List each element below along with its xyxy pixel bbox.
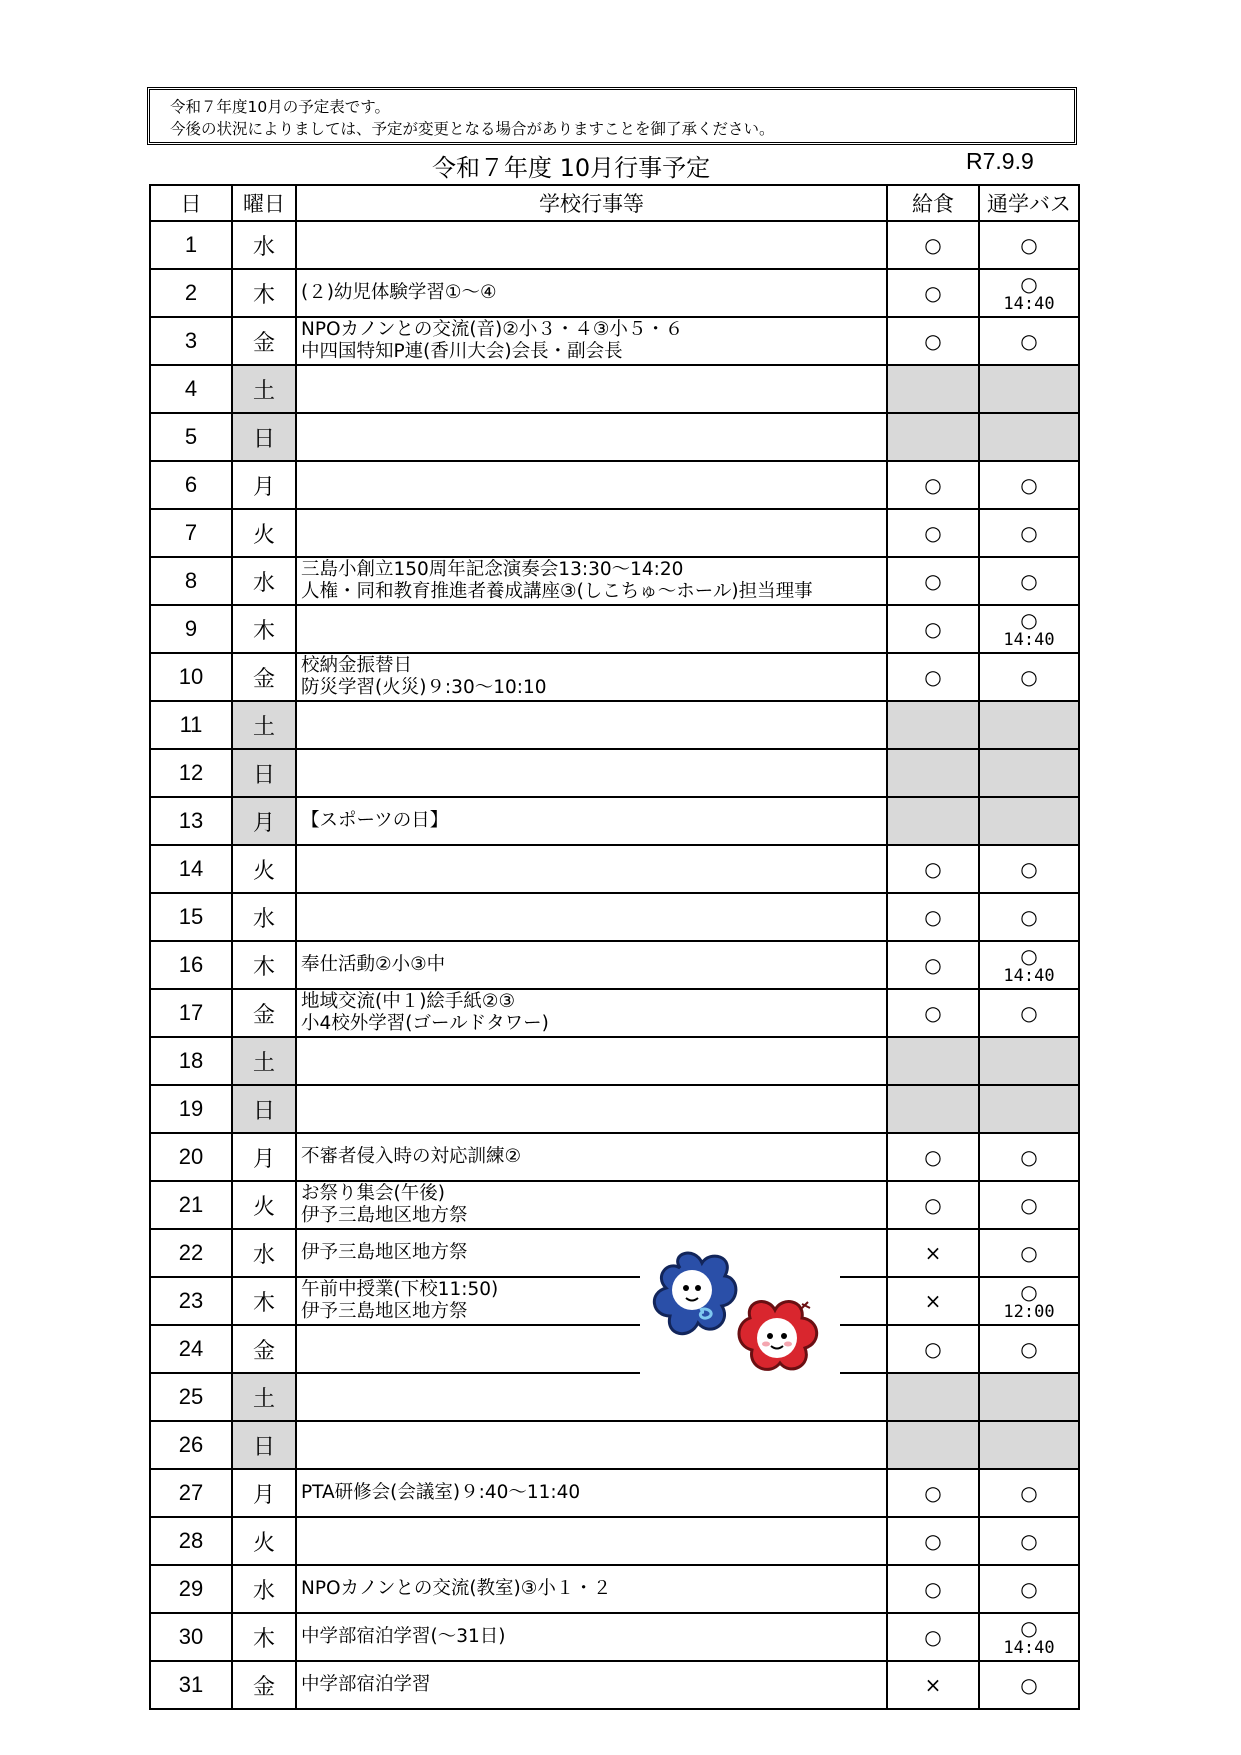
page-title: 令和７年度 10月行事予定 [432, 154, 711, 182]
bus-cell [979, 941, 1079, 989]
event-line: 防災学習(火災)９:30～10:10 [301, 677, 547, 698]
events-cell [296, 989, 887, 1037]
bus-cell [979, 1133, 1079, 1181]
events-cell [296, 845, 887, 893]
event-line: 伊予三島地区地方祭 [301, 1301, 468, 1322]
day-cell: 9 [150, 605, 232, 653]
weekday-cell: 木 [232, 1277, 296, 1325]
bus-cell [979, 1469, 1079, 1517]
bus-cell [979, 1661, 1079, 1709]
bus-mark: ○ [1020, 1001, 1038, 1025]
lunch-cell [887, 1421, 979, 1469]
lunch-cell [887, 1037, 979, 1085]
lunch-mark: ○ [924, 281, 942, 305]
table-row [150, 605, 1079, 653]
bus-mark: ○ [1020, 1577, 1038, 1601]
lunch-cell [887, 941, 979, 989]
day-cell: 15 [150, 893, 232, 941]
weekday-cell: 火 [232, 845, 296, 893]
lunch-cell [887, 221, 979, 269]
table-row [150, 269, 1079, 317]
events-cell [296, 221, 887, 269]
event-line: 中学部宿泊学習 [301, 1674, 431, 1695]
lunch-mark: ○ [924, 569, 942, 593]
bus-cell [979, 365, 1079, 413]
table-row [150, 1661, 1079, 1709]
header-day: 日 [150, 185, 232, 221]
bus-mark: ○ [1020, 1481, 1038, 1505]
blue-flower-mascot-icon [654, 1253, 736, 1334]
events-cell [296, 1517, 887, 1565]
event-line: 地域交流(中１)絵手紙②③ [301, 991, 516, 1012]
bus-mark: ○ [1020, 1615, 1038, 1640]
table-row [150, 317, 1079, 365]
day-cell: 5 [150, 413, 232, 461]
table-row [150, 893, 1079, 941]
table-row [150, 941, 1079, 989]
weekday-cell: 土 [232, 1373, 296, 1421]
lunch-cell [887, 413, 979, 461]
bus-mark: ○ [1020, 1193, 1038, 1217]
day-cell: 7 [150, 509, 232, 557]
lunch-mark: ○ [924, 665, 942, 689]
header-events: 学校行事等 [296, 185, 887, 221]
lunch-mark: × [924, 1241, 942, 1265]
event-line: 不審者侵入時の対応訓練② [301, 1146, 522, 1167]
bus-mark: ○ [1020, 521, 1038, 545]
notice-line-1: 令和７年度10月の予定表です。 [170, 98, 390, 116]
lunch-mark: ○ [924, 1529, 942, 1553]
events-cell [296, 1421, 887, 1469]
table-row [150, 413, 1079, 461]
day-cell: 16 [150, 941, 232, 989]
bus-cell [979, 1373, 1079, 1421]
weekday-cell: 木 [232, 1613, 296, 1661]
bus-mark: ○ [1020, 607, 1038, 632]
mascot-icon [640, 1248, 840, 1398]
event-line: 【スポーツの日】 [301, 810, 449, 831]
table-row [150, 1133, 1079, 1181]
header-bus: 通学バス [979, 185, 1079, 221]
day-cell: 4 [150, 365, 232, 413]
lunch-cell [887, 1325, 979, 1373]
bus-cell [979, 1325, 1079, 1373]
weekday-cell: 月 [232, 1469, 296, 1517]
table-row [150, 749, 1079, 797]
lunch-cell [887, 701, 979, 749]
event-line: (２)幼児体験学習①～④ [301, 282, 497, 303]
day-cell: 14 [150, 845, 232, 893]
bus-cell [979, 557, 1079, 605]
event-line: NPOカノンとの交流(教室)③小１・２ [301, 1578, 612, 1599]
table-row [150, 1181, 1079, 1229]
event-line: お祭り集会(午後) [301, 1183, 445, 1204]
table-row [150, 1085, 1079, 1133]
bus-cell [979, 221, 1079, 269]
weekday-cell: 水 [232, 893, 296, 941]
lunch-cell [887, 365, 979, 413]
weekday-cell: 火 [232, 509, 296, 557]
events-cell [296, 1181, 887, 1229]
lunch-cell [887, 1229, 979, 1277]
events-cell [296, 701, 887, 749]
bus-cell [979, 1277, 1079, 1325]
bus-cell [979, 461, 1079, 509]
bus-mark: ○ [1020, 1279, 1038, 1304]
bus-cell [979, 989, 1079, 1037]
table-row [150, 1229, 1079, 1277]
lunch-mark: ○ [924, 857, 942, 881]
weekday-cell: 水 [232, 1229, 296, 1277]
day-cell: 6 [150, 461, 232, 509]
table-row [150, 845, 1079, 893]
day-cell: 22 [150, 1229, 232, 1277]
lunch-mark: ○ [924, 953, 942, 977]
day-cell: 27 [150, 1469, 232, 1517]
table-row [150, 1469, 1079, 1517]
events-cell [296, 269, 887, 317]
day-cell: 31 [150, 1661, 232, 1709]
events-cell [296, 1469, 887, 1517]
bus-cell [979, 1565, 1079, 1613]
weekday-cell: 木 [232, 605, 296, 653]
table-row [150, 557, 1079, 605]
lunch-cell [887, 557, 979, 605]
weekday-cell: 月 [232, 1133, 296, 1181]
lunch-mark: ○ [924, 233, 942, 257]
events-cell [296, 317, 887, 365]
weekday-cell: 土 [232, 1037, 296, 1085]
events-cell [296, 1565, 887, 1613]
table-row [150, 1325, 1079, 1373]
day-cell: 28 [150, 1517, 232, 1565]
weekday-cell: 日 [232, 749, 296, 797]
lunch-cell [887, 1277, 979, 1325]
lunch-cell [887, 509, 979, 557]
event-line: 三島小創立150周年記念演奏会13:30～14:20 [301, 559, 684, 580]
notice-box [147, 87, 1077, 145]
lunch-cell [887, 845, 979, 893]
lunch-cell [887, 1613, 979, 1661]
bus-cell [979, 653, 1079, 701]
lunch-cell [887, 1517, 979, 1565]
weekday-cell: 金 [232, 989, 296, 1037]
lunch-cell [887, 269, 979, 317]
event-line: 伊予三島地区地方祭 [301, 1242, 468, 1263]
day-cell: 17 [150, 989, 232, 1037]
bus-cell [979, 509, 1079, 557]
events-cell [296, 461, 887, 509]
weekday-cell: 金 [232, 653, 296, 701]
event-line: 奉仕活動②小③中 [301, 954, 446, 975]
day-cell: 19 [150, 1085, 232, 1133]
bus-cell [979, 1181, 1079, 1229]
table-row [150, 365, 1079, 413]
event-line: 校納金振替日 [301, 655, 413, 676]
bus-mark: ○ [1020, 1529, 1038, 1553]
day-cell: 18 [150, 1037, 232, 1085]
bus-cell [979, 893, 1079, 941]
weekday-cell: 木 [232, 269, 296, 317]
day-cell: 26 [150, 1421, 232, 1469]
table-row [150, 701, 1079, 749]
weekday-cell: 水 [232, 221, 296, 269]
table-row [150, 221, 1079, 269]
day-cell: 30 [150, 1613, 232, 1661]
events-cell [296, 1661, 887, 1709]
bus-cell [979, 749, 1079, 797]
weekday-cell: 金 [232, 1661, 296, 1709]
lunch-cell [887, 317, 979, 365]
lunch-mark: ○ [924, 1481, 942, 1505]
day-cell: 10 [150, 653, 232, 701]
bus-cell [979, 269, 1079, 317]
lunch-mark: ○ [924, 905, 942, 929]
bus-cell [979, 1229, 1079, 1277]
day-cell: 12 [150, 749, 232, 797]
lunch-cell [887, 1373, 979, 1421]
lunch-mark: ○ [924, 521, 942, 545]
lunch-cell [887, 1181, 979, 1229]
table-row [150, 989, 1079, 1037]
lunch-mark: ○ [924, 473, 942, 497]
bus-cell [979, 701, 1079, 749]
bus-mark: ○ [1020, 1337, 1038, 1361]
table-row [150, 653, 1079, 701]
event-line: 伊予三島地区地方祭 [301, 1205, 468, 1226]
bus-cell [979, 605, 1079, 653]
day-cell: 1 [150, 221, 232, 269]
table-row [150, 1613, 1079, 1661]
lunch-mark: × [924, 1673, 942, 1697]
bus-time: 14:40 [1003, 1637, 1055, 1658]
table-row [150, 461, 1079, 509]
bus-cell [979, 1421, 1079, 1469]
bus-cell [979, 1517, 1079, 1565]
bus-mark: ○ [1020, 473, 1038, 497]
schedule-body [150, 221, 1079, 1709]
events-cell [296, 413, 887, 461]
events-cell [296, 1037, 887, 1085]
event-line: 人権・同和教育推進者養成講座③(しこちゅ～ホール)担当理事 [301, 581, 813, 602]
weekday-cell: 木 [232, 941, 296, 989]
events-cell [296, 557, 887, 605]
lunch-cell [887, 461, 979, 509]
weekday-cell: 月 [232, 461, 296, 509]
event-line: 小4校外学習(ゴールドタワー) [301, 1013, 549, 1034]
events-cell [296, 749, 887, 797]
bus-cell [979, 1085, 1079, 1133]
weekday-cell: 日 [232, 413, 296, 461]
bus-mark: ○ [1020, 1241, 1038, 1265]
bus-cell [979, 413, 1079, 461]
day-cell: 3 [150, 317, 232, 365]
day-cell: 11 [150, 701, 232, 749]
weekday-cell: 水 [232, 557, 296, 605]
events-cell [296, 941, 887, 989]
table-row [150, 1037, 1079, 1085]
header-lunch: 給食 [887, 185, 979, 221]
weekday-cell: 日 [232, 1085, 296, 1133]
events-cell [296, 797, 887, 845]
events-cell [296, 365, 887, 413]
day-cell: 23 [150, 1277, 232, 1325]
bus-mark: ○ [1020, 329, 1038, 353]
events-cell [296, 893, 887, 941]
red-flower-mascot-icon [739, 1302, 817, 1370]
table-row [150, 1373, 1079, 1421]
lunch-cell [887, 989, 979, 1037]
lunch-mark: × [924, 1289, 942, 1313]
bus-time: 14:40 [1003, 629, 1055, 650]
lunch-mark: ○ [924, 617, 942, 641]
bus-cell [979, 845, 1079, 893]
day-cell: 20 [150, 1133, 232, 1181]
events-cell [296, 605, 887, 653]
bus-cell [979, 797, 1079, 845]
day-cell: 25 [150, 1373, 232, 1421]
lunch-mark: ○ [924, 1145, 942, 1169]
lunch-mark: ○ [924, 1625, 942, 1649]
header-row [150, 185, 1079, 221]
bus-mark: ○ [1020, 943, 1038, 968]
bus-time: 12:00 [1003, 1301, 1055, 1322]
lunch-cell [887, 1565, 979, 1613]
lunch-cell [887, 1661, 979, 1709]
lunch-mark: ○ [924, 1337, 942, 1361]
lunch-mark: ○ [924, 1001, 942, 1025]
day-cell: 21 [150, 1181, 232, 1229]
weekday-cell: 土 [232, 365, 296, 413]
bus-mark: ○ [1020, 1673, 1038, 1697]
day-cell: 8 [150, 557, 232, 605]
bus-mark: ○ [1020, 857, 1038, 881]
bus-cell [979, 317, 1079, 365]
lunch-cell [887, 1133, 979, 1181]
bus-mark: ○ [1020, 905, 1038, 929]
lunch-cell [887, 749, 979, 797]
notice-line-2: 今後の状況によりましては、予定が変更となる場合がありますことを御了承ください。 [170, 120, 775, 138]
day-cell: 29 [150, 1565, 232, 1613]
events-cell [296, 509, 887, 557]
lunch-cell [887, 653, 979, 701]
table-row [150, 509, 1079, 557]
header-weekday: 曜日 [232, 185, 296, 221]
event-line: 中四国特知P連(香川大会)会長・副会長 [301, 341, 623, 362]
bus-mark: ○ [1020, 271, 1038, 296]
event-line: 午前中授業(下校11:50) [301, 1279, 499, 1300]
day-cell: 2 [150, 269, 232, 317]
bus-cell [979, 1613, 1079, 1661]
weekday-cell: 火 [232, 1181, 296, 1229]
lunch-cell [887, 797, 979, 845]
lunch-cell [887, 1469, 979, 1517]
bus-mark: ○ [1020, 569, 1038, 593]
weekday-cell: 水 [232, 1565, 296, 1613]
revision-date: R7.9.9 [966, 148, 1034, 174]
bus-cell [979, 1037, 1079, 1085]
lunch-cell [887, 605, 979, 653]
lunch-cell [887, 893, 979, 941]
weekday-cell: 火 [232, 1517, 296, 1565]
events-cell [296, 653, 887, 701]
events-cell [296, 1133, 887, 1181]
weekday-cell: 金 [232, 1325, 296, 1373]
table-row [150, 797, 1079, 845]
events-cell [296, 1085, 887, 1133]
table-row [150, 1421, 1079, 1469]
event-line: 中学部宿泊学習(～31日) [301, 1626, 506, 1647]
table-row [150, 1277, 1079, 1325]
lunch-mark: ○ [924, 1193, 942, 1217]
bus-mark: ○ [1020, 1145, 1038, 1169]
events-cell [296, 1613, 887, 1661]
lunch-cell [887, 1085, 979, 1133]
day-cell: 24 [150, 1325, 232, 1373]
schedule-table [149, 184, 1080, 1710]
weekday-cell: 月 [232, 797, 296, 845]
bus-time: 14:40 [1003, 293, 1055, 314]
weekday-cell: 土 [232, 701, 296, 749]
weekday-cell: 金 [232, 317, 296, 365]
event-line: NPOカノンとの交流(音)②小３・４③小５・６ [301, 319, 684, 340]
weekday-cell: 日 [232, 1421, 296, 1469]
lunch-mark: ○ [924, 329, 942, 353]
table-row [150, 1565, 1079, 1613]
table-row [150, 1517, 1079, 1565]
day-cell: 13 [150, 797, 232, 845]
bus-mark: ○ [1020, 233, 1038, 257]
lunch-mark: ○ [924, 1577, 942, 1601]
event-line: PTA研修会(会議室)９:40～11:40 [301, 1482, 581, 1503]
bus-time: 14:40 [1003, 965, 1055, 986]
bus-mark: ○ [1020, 665, 1038, 689]
